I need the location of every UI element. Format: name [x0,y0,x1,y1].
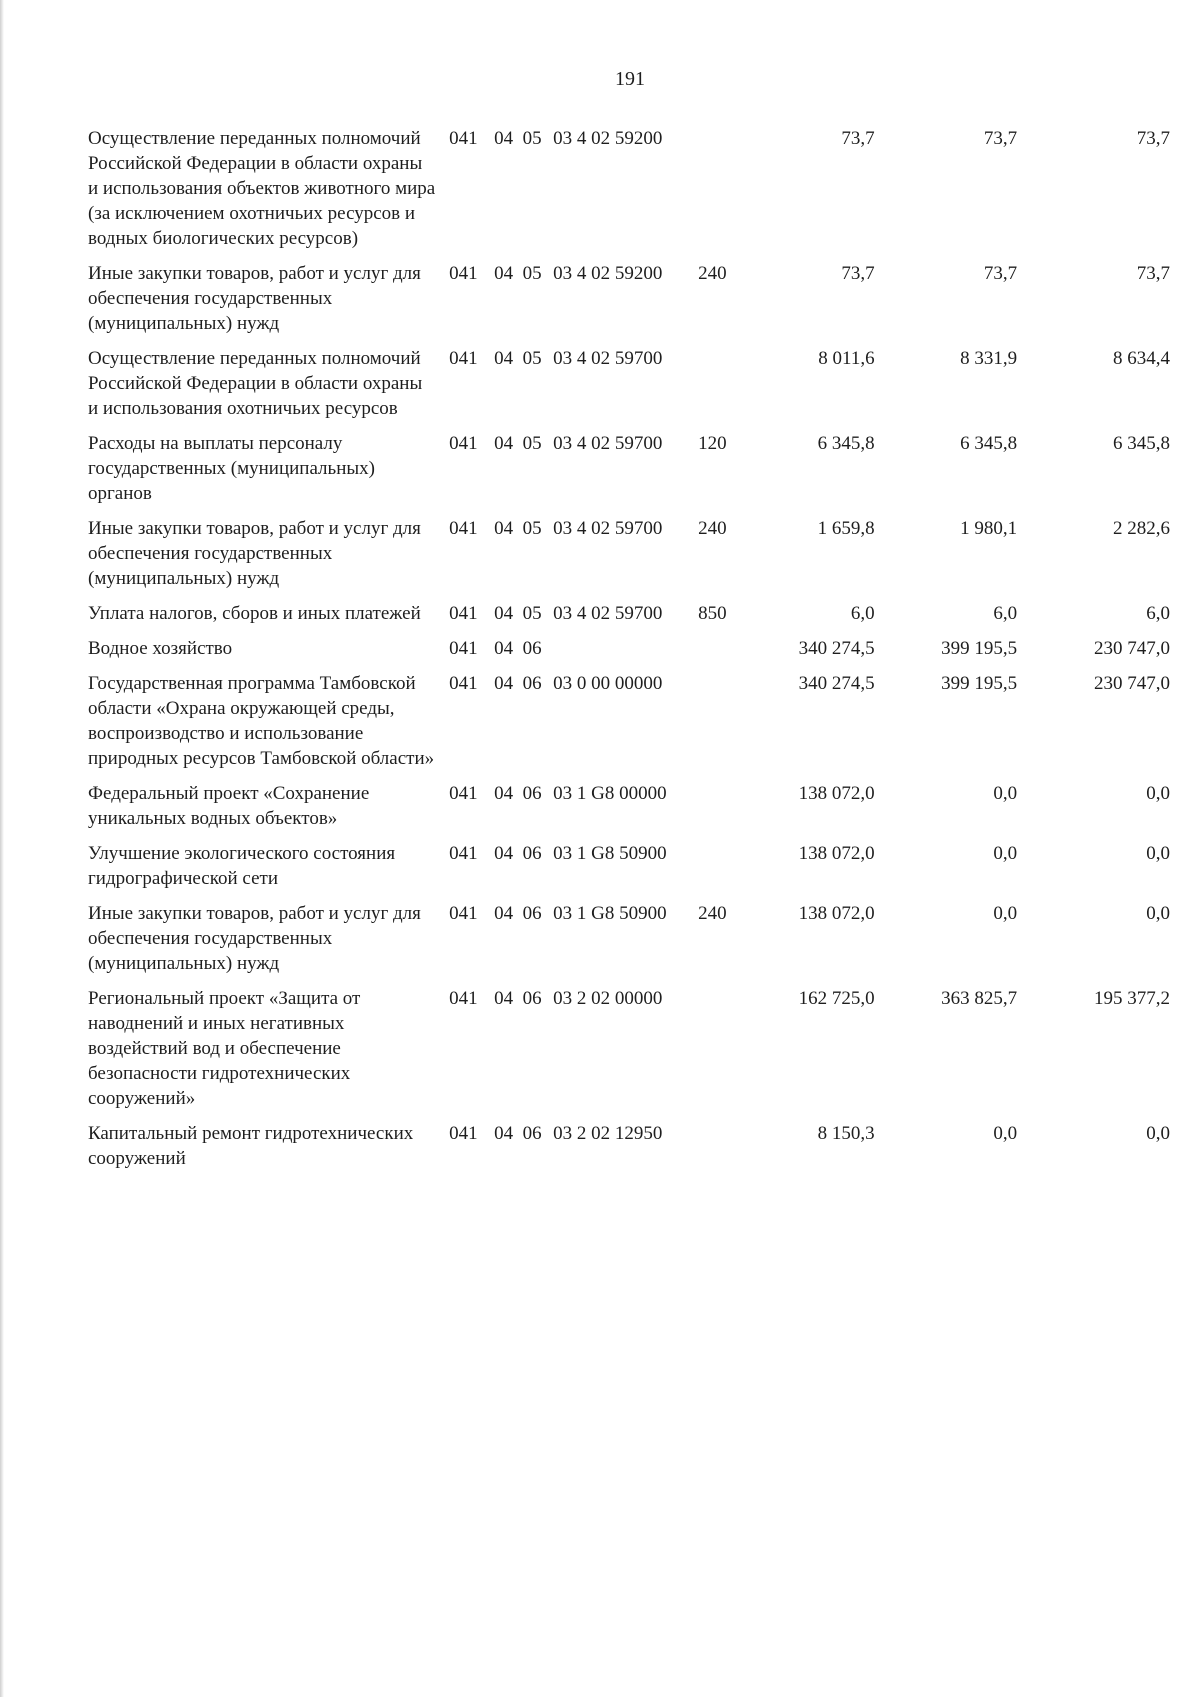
row-grbs-code: 041 [449,518,478,539]
row-razdel: 04 [494,518,514,539]
row-amount-year-1: 340 274,5 [798,673,875,694]
page-number: 191 [615,68,645,90]
row-amount-year-3: 73,7 [1136,263,1170,284]
row-amount-year-3: 8 634,4 [1113,348,1170,369]
row-section-code [491,671,546,781]
row-podrazdel: 06 [522,843,542,864]
row-grbs-code: 041 [449,673,478,694]
row-expense-type [698,671,748,781]
row-section-code [491,516,546,601]
row-name: Иные закупки товаров, работ и услуг для обеспечения государственных (муниципальных) нужд [88,518,421,589]
row-section-code [491,636,546,671]
row-razdel: 04 [494,128,514,149]
table-row [88,516,1170,601]
row-name: Расходы на выплаты персоналу государственных (муниципальных) органов [88,433,375,504]
row-razdel: 04 [494,1123,514,1144]
row-section-code [491,781,546,841]
row-amount-year-1: 340 274,5 [798,638,875,659]
row-amount-year-3: 73,7 [1136,128,1170,149]
row-name: Капитальный ремонт гидротехнических сооружений [88,1123,414,1169]
row-amount-year-2: 6 345,8 [960,433,1018,454]
row-amount-year-2: 0,0 [993,843,1018,864]
row-section-code [491,261,546,346]
row-amount-year-2: 399 195,5 [941,638,1018,659]
table-row [88,986,1170,1121]
row-razdel: 04 [494,783,514,804]
row-podrazdel: 06 [522,673,542,694]
row-amount-year-2: 0,0 [993,1123,1018,1144]
row-section-code [491,346,546,431]
row-amount-year-3: 6,0 [1146,603,1170,624]
row-name: Уплата налогов, сборов и иных платежей [88,603,421,624]
row-expense-type: 240 [698,263,727,284]
row-expense-type [698,841,748,901]
row-podrazdel: 06 [522,638,542,659]
row-target-article: 03 4 02 59200 [553,263,663,284]
row-grbs-code: 041 [449,843,478,864]
row-amount-year-2: 363 825,7 [941,988,1018,1009]
row-podrazdel: 05 [522,433,542,454]
row-expense-type [698,781,748,841]
row-expense-type [698,346,748,431]
row-name: Региональный проект «Защита от наводнений и иных негативных воздействий вод и обеспечение безопасности гидротехнических сооружений» [88,988,361,1109]
row-grbs-code: 041 [449,128,478,149]
row-target-article: 03 4 02 59700 [553,518,663,539]
row-razdel: 04 [494,988,514,1009]
table-body [88,126,1170,1181]
row-name: Государственная программа Тамбовской области «Охрана окружающей среды, воспроизводство и использование природных ресурсов Тамбовской области» [88,673,435,769]
row-amount-year-2: 73,7 [983,128,1018,149]
row-section-code [491,126,546,261]
row-expense-type: 850 [698,603,727,624]
row-razdel: 04 [494,348,514,369]
row-amount-year-3: 0,0 [1146,1123,1170,1144]
row-grbs-code: 041 [449,988,478,1009]
row-amount-year-1: 6,0 [850,603,875,624]
row-amount-year-2: 1 980,1 [960,518,1018,539]
table-row [88,1121,1170,1181]
row-grbs-code: 041 [449,903,478,924]
table-row [88,671,1170,781]
row-expense-type [698,126,748,261]
row-razdel: 04 [494,673,514,694]
table-row [88,126,1170,261]
row-grbs-code: 041 [449,638,478,659]
row-amount-year-3: 195 377,2 [1094,988,1170,1009]
table-row [88,261,1170,346]
row-amount-year-2: 0,0 [993,903,1018,924]
row-amount-year-1: 6 345,8 [817,433,875,454]
row-target-article: 03 4 02 59200 [553,128,663,149]
row-target-article: 03 4 02 59700 [553,348,663,369]
row-section-code [491,601,546,636]
row-amount-year-3: 0,0 [1146,843,1170,864]
row-target-article [545,636,698,671]
row-razdel: 04 [494,433,514,454]
row-expense-type [698,636,748,671]
row-amount-year-3: 230 747,0 [1094,673,1170,694]
row-amount-year-3: 2 282,6 [1113,518,1170,539]
table-row [88,431,1170,516]
table-row [88,636,1170,671]
row-razdel: 04 [494,603,514,624]
row-grbs-code: 041 [449,263,478,284]
row-podrazdel: 05 [522,518,542,539]
row-amount-year-1: 73,7 [841,128,875,149]
row-target-article: 03 2 02 12950 [553,1123,663,1144]
row-amount-year-2: 6,0 [993,603,1018,624]
row-podrazdel: 05 [522,128,542,149]
row-expense-type [698,1121,748,1181]
row-name: Осуществление переданных полномочий Российской Федерации в области охраны и использования объектов животного мира (за исключением охотничьих ресурсов и водных биологических ресурсов) [88,128,436,249]
row-target-article: 03 4 02 59700 [553,433,663,454]
row-amount-year-2: 73,7 [983,263,1018,284]
row-section-code [491,1121,546,1181]
row-section-code [491,986,546,1121]
row-target-article: 03 0 00 00000 [553,673,663,694]
row-podrazdel: 05 [522,603,542,624]
row-amount-year-2: 0,0 [993,783,1018,804]
row-amount-year-1: 73,7 [841,263,875,284]
row-amount-year-3: 230 747,0 [1094,638,1170,659]
row-amount-year-3: 0,0 [1146,783,1170,804]
row-target-article: 03 4 02 59700 [553,603,663,624]
row-section-code [491,901,546,986]
row-razdel: 04 [494,638,514,659]
table-row [88,841,1170,901]
row-amount-year-1: 1 659,8 [817,518,875,539]
row-podrazdel: 06 [522,1123,542,1144]
row-razdel: 04 [494,903,514,924]
row-name: Водное хозяйство [88,638,233,659]
table-row [88,601,1170,636]
row-expense-type: 120 [698,433,727,454]
row-grbs-code: 041 [449,348,478,369]
row-razdel: 04 [494,843,514,864]
row-target-article: 03 1 G8 50900 [553,903,667,924]
table-row [88,781,1170,841]
row-razdel: 04 [494,263,514,284]
row-amount-year-3: 0,0 [1146,903,1170,924]
budget-table [88,126,1170,1181]
row-amount-year-2: 399 195,5 [941,673,1018,694]
table-row [88,901,1170,986]
row-amount-year-1: 162 725,0 [798,988,875,1009]
scan-edge-shadow [0,0,4,1697]
row-grbs-code: 041 [449,433,478,454]
row-amount-year-1: 138 072,0 [798,783,875,804]
row-target-article: 03 1 G8 50900 [553,843,667,864]
row-expense-type [698,986,748,1121]
row-name: Иные закупки товаров, работ и услуг для обеспечения государственных (муниципальных) нужд [88,263,421,334]
table-row [88,346,1170,431]
row-name: Улучшение экологического состояния гидрографической сети [88,843,396,889]
row-section-code [491,841,546,901]
row-name: Федеральный проект «Сохранение уникальных водных объектов» [88,783,370,829]
row-amount-year-1: 138 072,0 [798,843,875,864]
row-amount-year-1: 8 150,3 [817,1123,875,1144]
row-grbs-code: 041 [449,783,478,804]
row-grbs-code: 041 [449,603,478,624]
row-target-article: 03 2 02 00000 [553,988,663,1009]
row-target-article: 03 1 G8 00000 [553,783,667,804]
row-amount-year-1: 138 072,0 [798,903,875,924]
row-expense-type: 240 [698,518,727,539]
row-name: Иные закупки товаров, работ и услуг для обеспечения государственных (муниципальных) нужд [88,903,421,974]
row-expense-type: 240 [698,903,727,924]
row-podrazdel: 05 [522,263,542,284]
row-section-code [491,431,546,516]
row-amount-year-1: 8 011,6 [818,348,875,369]
row-podrazdel: 05 [522,348,542,369]
row-podrazdel: 06 [522,783,542,804]
row-name: Осуществление переданных полномочий Российской Федерации в области охраны и использования охотничьих ресурсов [88,348,423,419]
row-amount-year-2: 8 331,9 [960,348,1018,369]
row-podrazdel: 06 [522,903,542,924]
row-podrazdel: 06 [522,988,542,1009]
row-grbs-code: 041 [449,1123,478,1144]
row-amount-year-3: 6 345,8 [1113,433,1170,454]
